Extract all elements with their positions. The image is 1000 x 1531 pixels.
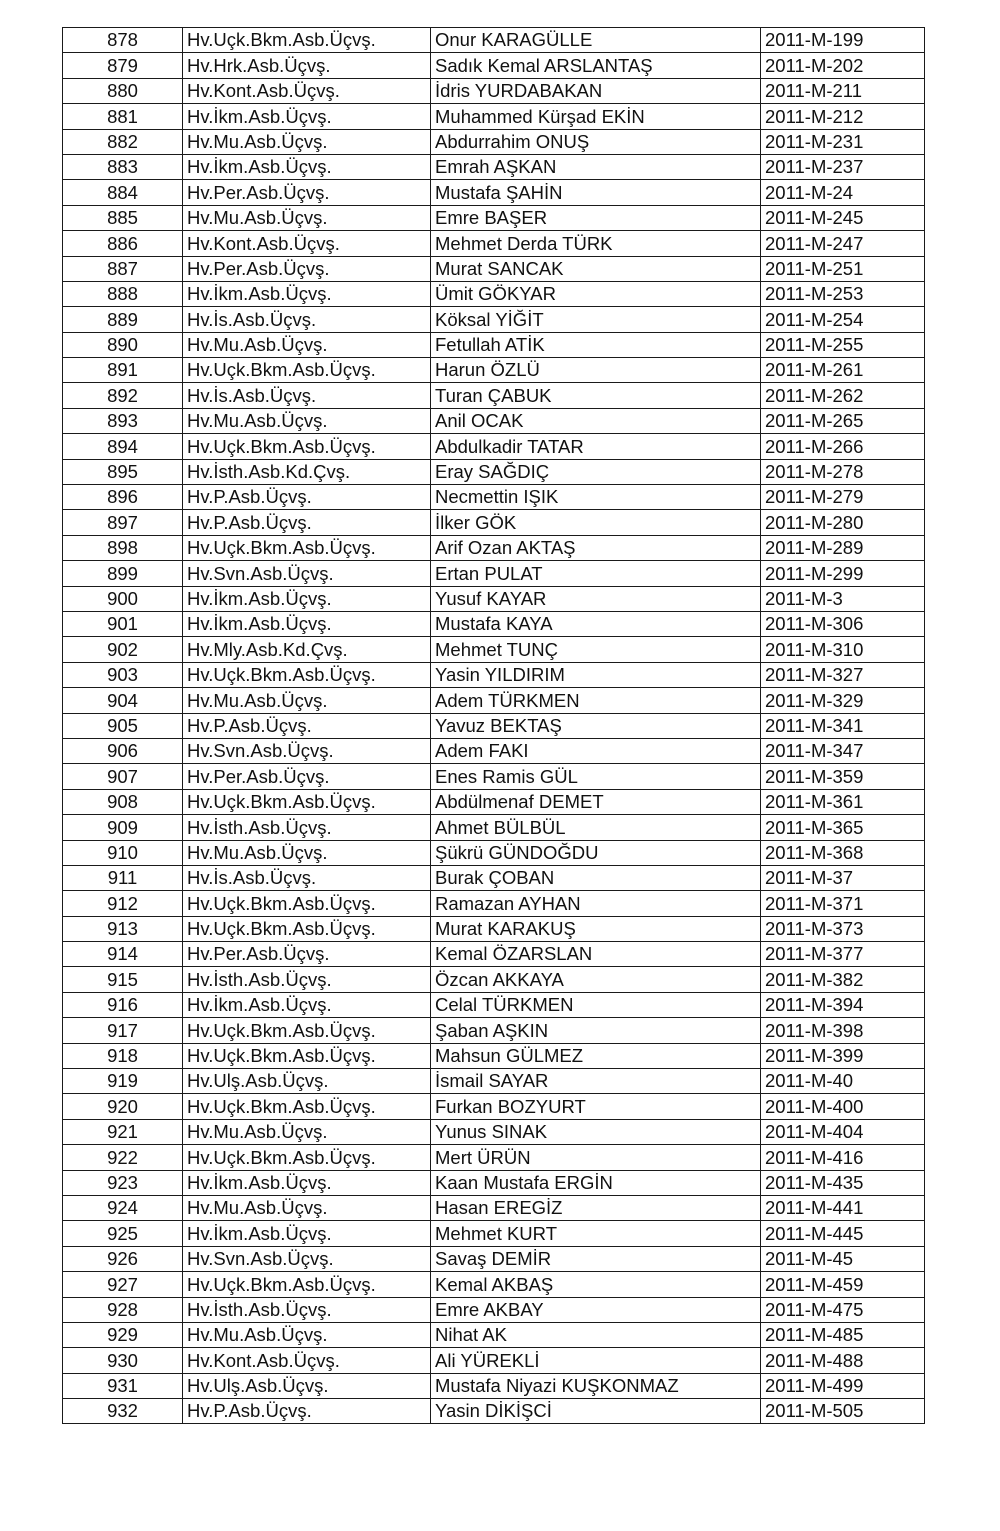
rank-cell: Hv.Mu.Asb.Üçvş. (183, 1195, 431, 1220)
person-name-cell: Adem TÜRKMEN (431, 688, 761, 713)
registry-code-cell: 2011-M-398 (761, 1018, 925, 1043)
rank-cell: Hv.P.Asb.Üçvş. (183, 1399, 431, 1424)
person-name-cell: Onur KARAGÜLLE (431, 28, 761, 53)
rank-cell: Hv.İkm.Asb.Üçvş. (183, 104, 431, 129)
table-row (63, 154, 925, 179)
row-number-cell: 926 (63, 1246, 183, 1271)
registry-code-cell: 2011-M-265 (761, 408, 925, 433)
person-name-cell: Muhammed Kürşad EKİN (431, 104, 761, 129)
registry-code-cell: 2011-M-327 (761, 662, 925, 687)
rank-cell: Hv.Uçk.Bkm.Asb.Üçvş. (183, 916, 431, 941)
rank-cell: Hv.Mu.Asb.Üçvş. (183, 1322, 431, 1347)
registry-code-cell: 2011-M-365 (761, 815, 925, 840)
person-name-cell: Enes Ramis GÜL (431, 764, 761, 789)
rank-cell: Hv.Uçk.Bkm.Asb.Üçvş. (183, 358, 431, 383)
rank-cell: Hv.İs.Asb.Üçvş. (183, 383, 431, 408)
table-row (63, 281, 925, 306)
rank-cell: Hv.Mu.Asb.Üçvş. (183, 408, 431, 433)
person-name-cell: Burak ÇOBAN (431, 865, 761, 890)
row-number-cell: 912 (63, 891, 183, 916)
rank-cell: Hv.Kont.Asb.Üçvş. (183, 231, 431, 256)
table-row (63, 535, 925, 560)
registry-code-cell: 2011-M-445 (761, 1221, 925, 1246)
person-name-cell: Mert ÜRÜN (431, 1145, 761, 1170)
table-row (63, 1119, 925, 1144)
row-number-cell: 905 (63, 713, 183, 738)
person-name-cell: Şaban AŞKIN (431, 1018, 761, 1043)
table-row (63, 358, 925, 383)
person-name-cell: Ümit GÖKYAR (431, 281, 761, 306)
row-number-cell: 927 (63, 1272, 183, 1297)
registry-code-cell: 2011-M-212 (761, 104, 925, 129)
person-name-cell: Yasin DİKİŞCİ (431, 1399, 761, 1424)
person-name-cell: Necmettin IŞIK (431, 485, 761, 510)
row-number-cell: 925 (63, 1221, 183, 1246)
table-row (63, 561, 925, 586)
person-name-cell: Yusuf KAYAR (431, 586, 761, 611)
person-name-cell: Ramazan AYHAN (431, 891, 761, 916)
row-number-cell: 882 (63, 129, 183, 154)
registry-code-cell: 2011-M-266 (761, 434, 925, 459)
registry-code-cell: 2011-M-368 (761, 840, 925, 865)
rank-cell: Hv.Mu.Asb.Üçvş. (183, 205, 431, 230)
person-name-cell: Fetullah ATİK (431, 332, 761, 357)
person-name-cell: İsmail SAYAR (431, 1069, 761, 1094)
row-number-cell: 884 (63, 180, 183, 205)
row-number-cell: 917 (63, 1018, 183, 1043)
registry-code-cell: 2011-M-37 (761, 865, 925, 890)
row-number-cell: 898 (63, 535, 183, 560)
table-row (63, 1373, 925, 1398)
table-row (63, 53, 925, 78)
registry-code-cell: 2011-M-310 (761, 637, 925, 662)
person-name-cell: Turan ÇABUK (431, 383, 761, 408)
table-row (63, 815, 925, 840)
row-number-cell: 897 (63, 510, 183, 535)
registry-code-cell: 2011-M-253 (761, 281, 925, 306)
person-name-cell: Anil OCAK (431, 408, 761, 433)
row-number-cell: 931 (63, 1373, 183, 1398)
person-name-cell: Mustafa ŞAHİN (431, 180, 761, 205)
registry-code-cell: 2011-M-3 (761, 586, 925, 611)
person-name-cell: Ali YÜREKLİ (431, 1348, 761, 1373)
row-number-cell: 907 (63, 764, 183, 789)
rank-cell: Hv.Svn.Asb.Üçvş. (183, 561, 431, 586)
row-number-cell: 879 (63, 53, 183, 78)
registry-code-cell: 2011-M-435 (761, 1170, 925, 1195)
registry-code-cell: 2011-M-251 (761, 256, 925, 281)
person-name-cell: Mehmet Derda TÜRK (431, 231, 761, 256)
person-name-cell: Yavuz BEKTAŞ (431, 713, 761, 738)
rank-cell: Hv.Kont.Asb.Üçvş. (183, 1348, 431, 1373)
registry-code-cell: 2011-M-261 (761, 358, 925, 383)
row-number-cell: 900 (63, 586, 183, 611)
registry-code-cell: 2011-M-45 (761, 1246, 925, 1271)
table-row (63, 205, 925, 230)
row-number-cell: 890 (63, 332, 183, 357)
table-row (63, 662, 925, 687)
rank-cell: Hv.İkm.Asb.Üçvş. (183, 1221, 431, 1246)
person-name-cell: Murat KARAKUŞ (431, 916, 761, 941)
row-number-cell: 889 (63, 307, 183, 332)
table-row (63, 129, 925, 154)
registry-code-cell: 2011-M-306 (761, 611, 925, 636)
table-row (63, 332, 925, 357)
row-number-cell: 903 (63, 662, 183, 687)
registry-code-cell: 2011-M-347 (761, 738, 925, 763)
table-row (63, 434, 925, 459)
rank-cell: Hv.Uçk.Bkm.Asb.Üçvş. (183, 891, 431, 916)
registry-code-cell: 2011-M-247 (761, 231, 925, 256)
registry-code-cell: 2011-M-341 (761, 713, 925, 738)
rank-cell: Hv.Uçk.Bkm.Asb.Üçvş. (183, 1043, 431, 1068)
row-number-cell: 915 (63, 967, 183, 992)
table-row (63, 688, 925, 713)
rank-cell: Hv.İkm.Asb.Üçvş. (183, 611, 431, 636)
rank-cell: Hv.Uçk.Bkm.Asb.Üçvş. (183, 1272, 431, 1297)
row-number-cell: 909 (63, 815, 183, 840)
table-row (63, 1221, 925, 1246)
registry-code-cell: 2011-M-279 (761, 485, 925, 510)
rank-cell: Hv.P.Asb.Üçvş. (183, 485, 431, 510)
row-number-cell: 883 (63, 154, 183, 179)
row-number-cell: 880 (63, 78, 183, 103)
registry-code-cell: 2011-M-202 (761, 53, 925, 78)
rank-cell: Hv.Svn.Asb.Üçvş. (183, 1246, 431, 1271)
table-row (63, 1246, 925, 1271)
rank-cell: Hv.İkm.Asb.Üçvş. (183, 586, 431, 611)
rank-cell: Hv.Mu.Asb.Üçvş. (183, 129, 431, 154)
rank-cell: Hv.İkm.Asb.Üçvş. (183, 154, 431, 179)
person-name-cell: Mustafa KAYA (431, 611, 761, 636)
person-name-cell: Murat SANCAK (431, 256, 761, 281)
rank-cell: Hv.Ulş.Asb.Üçvş. (183, 1069, 431, 1094)
person-name-cell: Hasan EREGİZ (431, 1195, 761, 1220)
rank-cell: Hv.Per.Asb.Üçvş. (183, 180, 431, 205)
rank-cell: Hv.Uçk.Bkm.Asb.Üçvş. (183, 1094, 431, 1119)
registry-code-cell: 2011-M-211 (761, 78, 925, 103)
row-number-cell: 896 (63, 485, 183, 510)
row-number-cell: 914 (63, 942, 183, 967)
registry-code-cell: 2011-M-40 (761, 1069, 925, 1094)
table-row (63, 408, 925, 433)
rank-cell: Hv.P.Asb.Üçvş. (183, 713, 431, 738)
row-number-cell: 887 (63, 256, 183, 281)
person-name-cell: Emre BAŞER (431, 205, 761, 230)
registry-code-cell: 2011-M-377 (761, 942, 925, 967)
person-name-cell: Yasin YILDIRIM (431, 662, 761, 687)
row-number-cell: 906 (63, 738, 183, 763)
table-row (63, 1195, 925, 1220)
registry-code-cell: 2011-M-329 (761, 688, 925, 713)
rank-cell: Hv.Uçk.Bkm.Asb.Üçvş. (183, 1018, 431, 1043)
table-row (63, 307, 925, 332)
row-number-cell: 930 (63, 1348, 183, 1373)
rank-cell: Hv.Per.Asb.Üçvş. (183, 764, 431, 789)
person-name-cell: Abdülmenaf DEMET (431, 789, 761, 814)
rank-cell: Hv.Svn.Asb.Üçvş. (183, 738, 431, 763)
registry-code-cell: 2011-M-278 (761, 459, 925, 484)
roster-table-body (63, 28, 925, 1424)
table-row (63, 764, 925, 789)
row-number-cell: 893 (63, 408, 183, 433)
person-name-cell: Köksal YİĞİT (431, 307, 761, 332)
row-number-cell: 888 (63, 281, 183, 306)
registry-code-cell: 2011-M-373 (761, 916, 925, 941)
row-number-cell: 878 (63, 28, 183, 53)
registry-code-cell: 2011-M-475 (761, 1297, 925, 1322)
table-row (63, 383, 925, 408)
person-name-cell: Kemal ÖZARSLAN (431, 942, 761, 967)
person-name-cell: Abdurrahim ONUŞ (431, 129, 761, 154)
registry-code-cell: 2011-M-485 (761, 1322, 925, 1347)
table-row (63, 78, 925, 103)
row-number-cell: 920 (63, 1094, 183, 1119)
roster-table (62, 27, 925, 1424)
person-name-cell: Mehmet KURT (431, 1221, 761, 1246)
registry-code-cell: 2011-M-299 (761, 561, 925, 586)
registry-code-cell: 2011-M-505 (761, 1399, 925, 1424)
person-name-cell: Harun ÖZLÜ (431, 358, 761, 383)
row-number-cell: 892 (63, 383, 183, 408)
person-name-cell: Sadık Kemal ARSLANTAŞ (431, 53, 761, 78)
row-number-cell: 929 (63, 1322, 183, 1347)
rank-cell: Hv.Mu.Asb.Üçvş. (183, 1119, 431, 1144)
person-name-cell: Abdulkadir TATAR (431, 434, 761, 459)
row-number-cell: 891 (63, 358, 183, 383)
rank-cell: Hv.İsth.Asb.Kd.Çvş. (183, 459, 431, 484)
table-row (63, 256, 925, 281)
person-name-cell: Ertan PULAT (431, 561, 761, 586)
person-name-cell: Mustafa Niyazi KUŞKONMAZ (431, 1373, 761, 1398)
registry-code-cell: 2011-M-361 (761, 789, 925, 814)
table-row (63, 1018, 925, 1043)
table-row (63, 28, 925, 53)
row-number-cell: 902 (63, 637, 183, 662)
rank-cell: Hv.İsth.Asb.Üçvş. (183, 1297, 431, 1322)
registry-code-cell: 2011-M-289 (761, 535, 925, 560)
registry-code-cell: 2011-M-416 (761, 1145, 925, 1170)
person-name-cell: Adem FAKI (431, 738, 761, 763)
person-name-cell: Kaan Mustafa ERGİN (431, 1170, 761, 1195)
registry-code-cell: 2011-M-231 (761, 129, 925, 154)
registry-code-cell: 2011-M-400 (761, 1094, 925, 1119)
row-number-cell: 899 (63, 561, 183, 586)
table-row (63, 1399, 925, 1424)
table-row (63, 459, 925, 484)
row-number-cell: 932 (63, 1399, 183, 1424)
table-row (63, 840, 925, 865)
registry-code-cell: 2011-M-237 (761, 154, 925, 179)
person-name-cell: İlker GÖK (431, 510, 761, 535)
table-row (63, 891, 925, 916)
row-number-cell: 904 (63, 688, 183, 713)
row-number-cell: 921 (63, 1119, 183, 1144)
rank-cell: Hv.İs.Asb.Üçvş. (183, 307, 431, 332)
row-number-cell: 881 (63, 104, 183, 129)
rank-cell: Hv.Hrk.Asb.Üçvş. (183, 53, 431, 78)
table-row (63, 180, 925, 205)
person-name-cell: Savaş DEMİR (431, 1246, 761, 1271)
registry-code-cell: 2011-M-24 (761, 180, 925, 205)
table-row (63, 510, 925, 535)
registry-code-cell: 2011-M-394 (761, 992, 925, 1017)
table-row (63, 1170, 925, 1195)
rank-cell: Hv.İkm.Asb.Üçvş. (183, 992, 431, 1017)
row-number-cell: 886 (63, 231, 183, 256)
table-row (63, 1043, 925, 1068)
table-row (63, 485, 925, 510)
table-row (63, 942, 925, 967)
table-row (63, 1145, 925, 1170)
person-name-cell: Emre AKBAY (431, 1297, 761, 1322)
registry-code-cell: 2011-M-499 (761, 1373, 925, 1398)
table-row (63, 1348, 925, 1373)
rank-cell: Hv.Mu.Asb.Üçvş. (183, 332, 431, 357)
rank-cell: Hv.Mu.Asb.Üçvş. (183, 688, 431, 713)
row-number-cell: 911 (63, 865, 183, 890)
registry-code-cell: 2011-M-382 (761, 967, 925, 992)
registry-code-cell: 2011-M-371 (761, 891, 925, 916)
rank-cell: Hv.Ulş.Asb.Üçvş. (183, 1373, 431, 1398)
registry-code-cell: 2011-M-359 (761, 764, 925, 789)
row-number-cell: 924 (63, 1195, 183, 1220)
table-row (63, 637, 925, 662)
table-row (63, 104, 925, 129)
registry-code-cell: 2011-M-280 (761, 510, 925, 535)
table-row (63, 738, 925, 763)
row-number-cell: 918 (63, 1043, 183, 1068)
registry-code-cell: 2011-M-488 (761, 1348, 925, 1373)
row-number-cell: 923 (63, 1170, 183, 1195)
rank-cell: Hv.Kont.Asb.Üçvş. (183, 78, 431, 103)
row-number-cell: 928 (63, 1297, 183, 1322)
registry-code-cell: 2011-M-459 (761, 1272, 925, 1297)
registry-code-cell: 2011-M-245 (761, 205, 925, 230)
row-number-cell: 885 (63, 205, 183, 230)
row-number-cell: 913 (63, 916, 183, 941)
registry-code-cell: 2011-M-255 (761, 332, 925, 357)
table-row (63, 865, 925, 890)
registry-code-cell: 2011-M-262 (761, 383, 925, 408)
person-name-cell: Yunus SINAK (431, 1119, 761, 1144)
table-row (63, 1069, 925, 1094)
registry-code-cell: 2011-M-199 (761, 28, 925, 53)
table-row (63, 713, 925, 738)
table-row (63, 1094, 925, 1119)
person-name-cell: Arif Ozan AKTAŞ (431, 535, 761, 560)
person-name-cell: Mehmet TUNÇ (431, 637, 761, 662)
person-name-cell: Nihat AK (431, 1322, 761, 1347)
rank-cell: Hv.Uçk.Bkm.Asb.Üçvş. (183, 789, 431, 814)
person-name-cell: Emrah AŞKAN (431, 154, 761, 179)
row-number-cell: 895 (63, 459, 183, 484)
person-name-cell: Eray SAĞDIÇ (431, 459, 761, 484)
registry-code-cell: 2011-M-404 (761, 1119, 925, 1144)
table-row (63, 1272, 925, 1297)
table-row (63, 1322, 925, 1347)
table-row (63, 231, 925, 256)
row-number-cell: 916 (63, 992, 183, 1017)
rank-cell: Hv.Uçk.Bkm.Asb.Üçvş. (183, 28, 431, 53)
table-row (63, 916, 925, 941)
row-number-cell: 894 (63, 434, 183, 459)
table-row (63, 967, 925, 992)
rank-cell: Hv.İkm.Asb.Üçvş. (183, 281, 431, 306)
rank-cell: Hv.İs.Asb.Üçvş. (183, 865, 431, 890)
rank-cell: Hv.İkm.Asb.Üçvş. (183, 1170, 431, 1195)
registry-code-cell: 2011-M-441 (761, 1195, 925, 1220)
rank-cell: Hv.Per.Asb.Üçvş. (183, 942, 431, 967)
rank-cell: Hv.Uçk.Bkm.Asb.Üçvş. (183, 662, 431, 687)
registry-code-cell: 2011-M-399 (761, 1043, 925, 1068)
person-name-cell: Ahmet BÜLBÜL (431, 815, 761, 840)
row-number-cell: 901 (63, 611, 183, 636)
rank-cell: Hv.Per.Asb.Üçvş. (183, 256, 431, 281)
row-number-cell: 922 (63, 1145, 183, 1170)
table-row (63, 586, 925, 611)
rank-cell: Hv.Uçk.Bkm.Asb.Üçvş. (183, 434, 431, 459)
rank-cell: Hv.P.Asb.Üçvş. (183, 510, 431, 535)
person-name-cell: Özcan AKKAYA (431, 967, 761, 992)
table-row (63, 611, 925, 636)
person-name-cell: Şükrü GÜNDOĞDU (431, 840, 761, 865)
person-name-cell: Mahsun GÜLMEZ (431, 1043, 761, 1068)
person-name-cell: Kemal AKBAŞ (431, 1272, 761, 1297)
roster-page (62, 27, 924, 1424)
person-name-cell: Celal TÜRKMEN (431, 992, 761, 1017)
rank-cell: Hv.Uçk.Bkm.Asb.Üçvş. (183, 1145, 431, 1170)
rank-cell: Hv.İsth.Asb.Üçvş. (183, 815, 431, 840)
table-row (63, 1297, 925, 1322)
person-name-cell: Furkan BOZYURT (431, 1094, 761, 1119)
rank-cell: Hv.Mu.Asb.Üçvş. (183, 840, 431, 865)
row-number-cell: 908 (63, 789, 183, 814)
rank-cell: Hv.İsth.Asb.Üçvş. (183, 967, 431, 992)
rank-cell: Hv.Mly.Asb.Kd.Çvş. (183, 637, 431, 662)
table-row (63, 789, 925, 814)
rank-cell: Hv.Uçk.Bkm.Asb.Üçvş. (183, 535, 431, 560)
table-row (63, 992, 925, 1017)
person-name-cell: İdris YURDABAKAN (431, 78, 761, 103)
row-number-cell: 919 (63, 1069, 183, 1094)
registry-code-cell: 2011-M-254 (761, 307, 925, 332)
row-number-cell: 910 (63, 840, 183, 865)
